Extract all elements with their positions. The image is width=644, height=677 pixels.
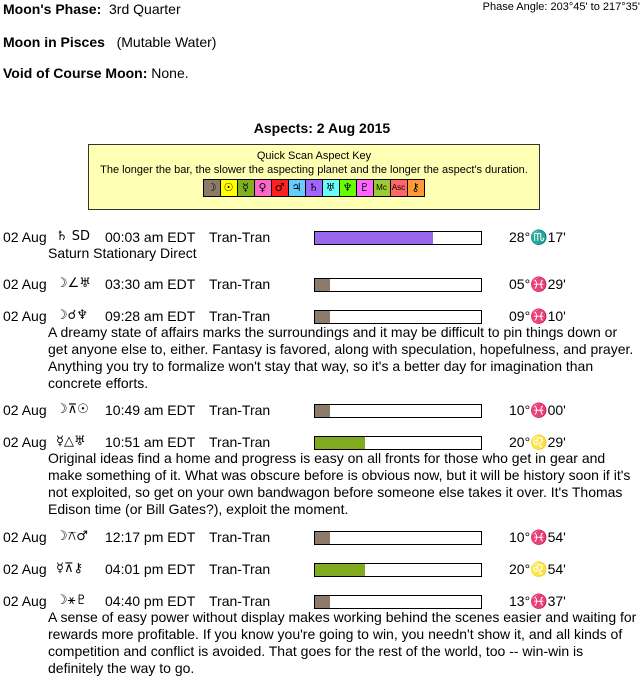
aspect-time: 09:28 am EDT <box>105 308 196 324</box>
aspect-time: 10:49 am EDT <box>105 402 196 418</box>
aspect-type: Tran-Tran <box>209 561 271 577</box>
aspect-date: 02 Aug <box>3 308 47 324</box>
aspect-time: 04:01 pm EDT <box>105 561 196 577</box>
aspect-time: 12:17 pm EDT <box>105 529 196 545</box>
aspect-duration-bar <box>314 231 482 245</box>
aspect-duration-fill <box>315 437 365 449</box>
moon-sign-line <box>3 34 216 50</box>
aspect-description: Original ideas find a home and progress is easy on all fronts for those who get in gear and make something of it. What was obscure before is obvious now, but it will be history soon if it's not exploited, so get on your own bandwagon before someone else takes it over. It's Thomas Edison time (or Bill Gates?), exploit the moment. <box>48 450 631 517</box>
aspect-duration-fill <box>315 596 330 608</box>
moon-sign-label: Moon in Pisces <box>3 34 105 50</box>
aspect-glyphs: ☽⊼☉ <box>56 402 89 417</box>
aspect-degree: 05°♓29' <box>509 276 566 292</box>
aspect-time: 00:03 am EDT <box>105 229 196 245</box>
moon-phase-value: 3rd Quarter <box>109 1 181 17</box>
aspect-glyphs: ☿⊼⚷ <box>56 561 84 576</box>
aspect-duration-bar <box>314 531 482 545</box>
aspect-degree: 10°♓54' <box>509 529 566 545</box>
aspect-date: 02 Aug <box>3 402 47 418</box>
aspect-row <box>0 402 644 422</box>
key-swatch-7: ♅ <box>322 179 340 197</box>
aspect-duration-bar <box>314 278 482 292</box>
key-swatch-3: ♀ <box>254 179 272 197</box>
aspect-time: 03:30 am EDT <box>105 276 196 292</box>
aspect-type: Tran-Tran <box>209 229 271 245</box>
key-swatch-12: ⚷ <box>407 179 425 197</box>
aspect-glyphs: ☽∠♅ <box>56 276 91 291</box>
aspect-key-description: The longer the bar, the slower the aspecting planet and the longer the aspect's duration. <box>100 164 528 176</box>
aspect-time: 04:40 pm EDT <box>105 593 196 609</box>
aspect-glyphs: ☽☌♆ <box>56 308 89 323</box>
key-swatch-4: ♂ <box>271 179 289 197</box>
aspect-row <box>0 276 644 296</box>
phase-angle: Phase Angle: 203°45' to 217°35' <box>482 1 640 13</box>
aspect-glyphs: ☽⚻♂ <box>56 529 88 544</box>
aspect-type: Tran-Tran <box>209 593 271 609</box>
aspect-duration-fill <box>315 532 330 544</box>
key-swatch-5: ♃ <box>288 179 306 197</box>
key-swatch-8: ♆ <box>339 179 357 197</box>
aspect-degree: 20°♌29' <box>509 434 566 450</box>
aspect-degree: 13°♓37' <box>509 593 566 609</box>
aspect-type: Tran-Tran <box>209 308 271 324</box>
aspect-row <box>0 561 644 581</box>
aspect-description: A dreamy state of affairs marks the surroundings and it may be difficult to pin things down or get anyone else to, either. Fantasy is favored, along with speculation, hopefulness, and prayer. Anything you try to formalize won't stay that way, so it's a better day for imagination than concrete efforts. <box>48 324 634 391</box>
void-of-course-line <box>3 65 189 81</box>
aspect-degree: 20°♌54' <box>509 561 566 577</box>
aspect-date: 02 Aug <box>3 593 47 609</box>
aspect-row <box>0 529 644 549</box>
aspect-type: Tran-Tran <box>209 529 271 545</box>
aspect-time: 10:51 am EDT <box>105 434 196 450</box>
key-swatch-1: ☉ <box>220 179 238 197</box>
aspect-degree: 10°♓00' <box>509 402 566 418</box>
key-swatch-0: ☽ <box>203 179 221 197</box>
aspect-degree: 09°♓10' <box>509 308 566 324</box>
aspect-duration-fill <box>315 232 433 244</box>
key-swatch-2: ☿ <box>237 179 255 197</box>
aspect-degree: 28°♏17' <box>509 229 566 245</box>
aspect-date: 02 Aug <box>3 434 47 450</box>
key-swatch-11: Asc <box>390 179 408 197</box>
aspect-duration-fill <box>315 279 330 291</box>
aspect-type: Tran-Tran <box>209 276 271 292</box>
void-label: Void of Course Moon: <box>3 65 148 81</box>
moon-phase-line <box>3 1 181 17</box>
aspect-key-swatches <box>89 179 539 197</box>
key-swatch-6: ♄ <box>305 179 323 197</box>
aspect-duration-fill <box>315 311 330 323</box>
aspect-date: 02 Aug <box>3 276 47 292</box>
aspect-type: Tran-Tran <box>209 434 271 450</box>
void-value: None. <box>151 65 189 81</box>
key-swatch-10: Mc <box>373 179 391 197</box>
aspect-duration-bar <box>314 436 482 450</box>
aspect-description: Saturn Stationary Direct <box>48 245 197 261</box>
aspect-key-box <box>88 144 540 210</box>
aspect-key-title: Quick Scan Aspect Key <box>256 150 372 162</box>
aspect-description: A sense of easy power without display makes working behind the scenes easier and waiting for rewards more profitable. If you know you're going to win, you needn't show it, and all kinds of competition and conflict is avoided. That goes for the rest of the world, too -- win-win is definitely the way to go. <box>48 609 637 676</box>
aspect-date: 02 Aug <box>3 529 47 545</box>
key-swatch-9: ♇ <box>356 179 374 197</box>
aspect-duration-fill <box>315 405 330 417</box>
moon-phase-label: Moon's Phase: <box>3 1 102 17</box>
aspects-title: Aspects: 2 Aug 2015 <box>253 120 391 136</box>
aspect-glyphs: ☽⚹♇ <box>56 593 88 608</box>
aspect-duration-bar <box>314 310 482 324</box>
aspect-duration-bar <box>314 595 482 609</box>
moon-sign-detail: (Mutable Water) <box>116 34 217 50</box>
aspect-duration-bar <box>314 404 482 418</box>
aspect-duration-fill <box>315 564 365 576</box>
aspect-duration-bar <box>314 563 482 577</box>
aspect-date: 02 Aug <box>3 229 47 245</box>
aspect-glyphs: ☿△♅ <box>56 434 86 449</box>
aspect-glyphs: ♄ SD <box>56 229 91 244</box>
aspect-type: Tran-Tran <box>209 402 271 418</box>
aspect-date: 02 Aug <box>3 561 47 577</box>
